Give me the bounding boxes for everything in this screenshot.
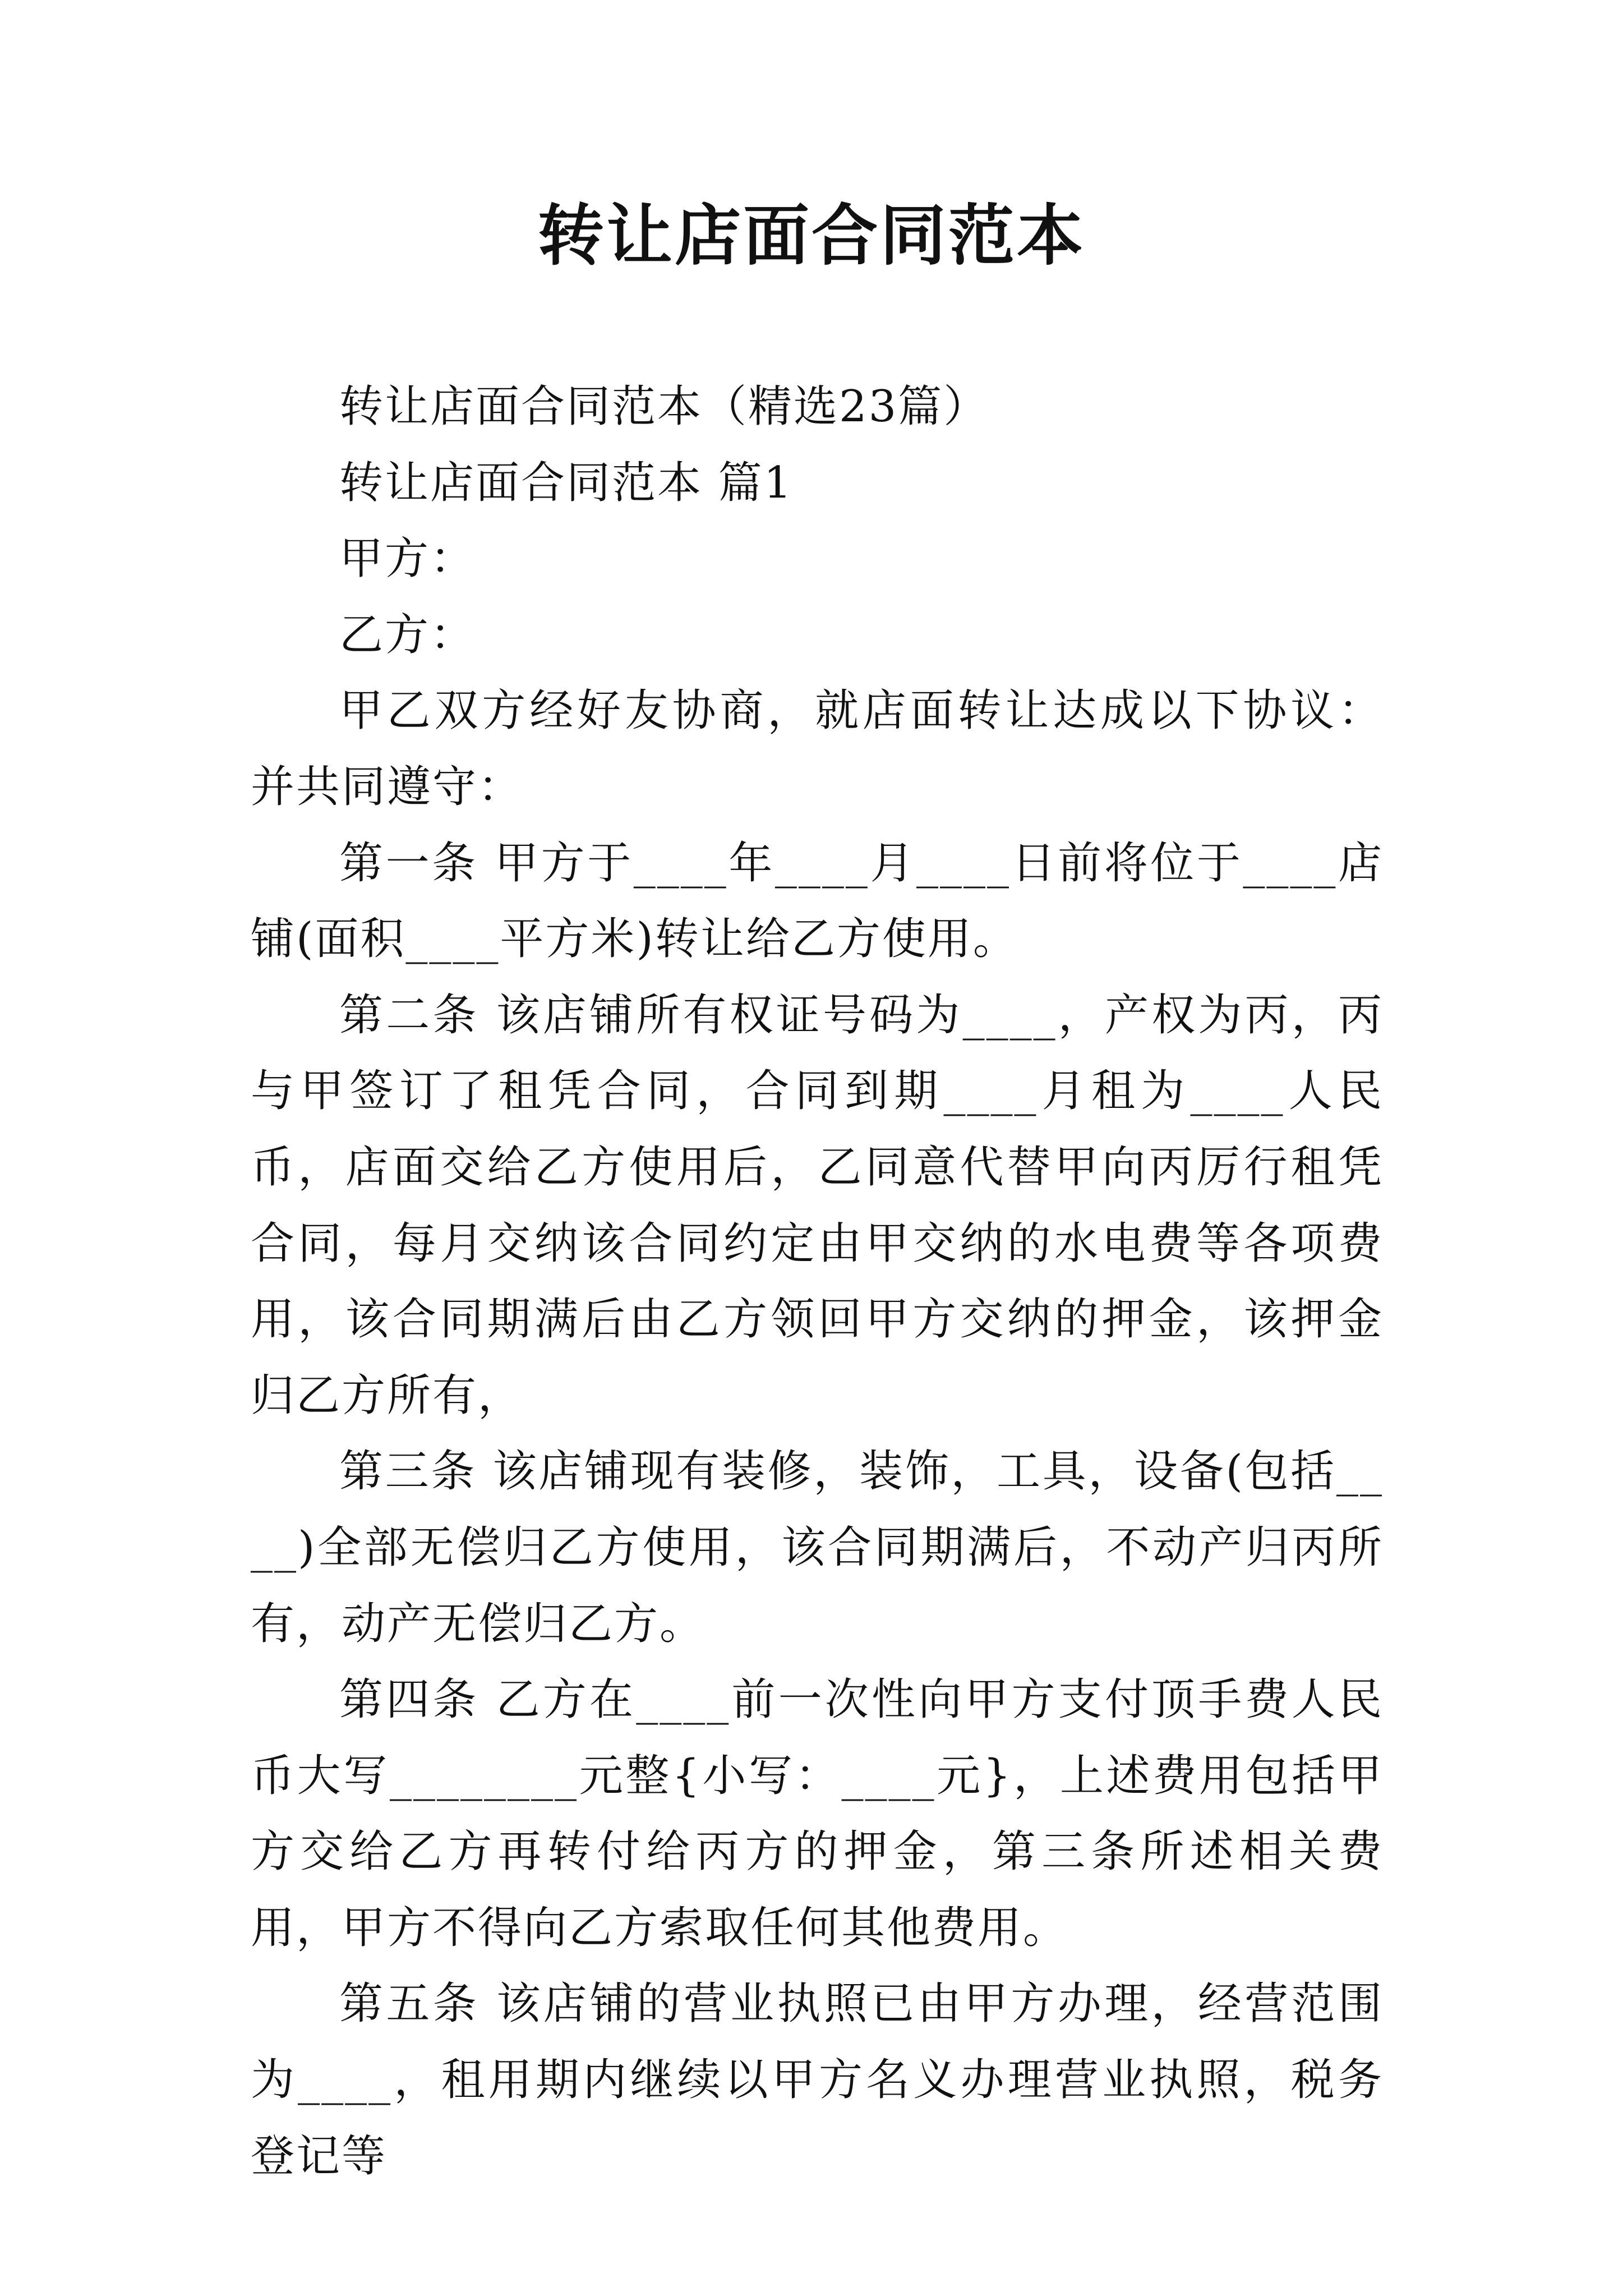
paragraph-article-1: 第一条 甲方于____年____月____日前将位于____店铺(面积____平方米)转让给乙方使用。 bbox=[251, 838, 1384, 965]
paragraph-section-heading: 转让店面合同范本 篇1 bbox=[339, 457, 794, 508]
paragraph-party-a: 甲方： bbox=[339, 533, 476, 585]
document-title: 转让店面合同范本 bbox=[537, 196, 1085, 274]
paragraph-preamble: 甲乙双方经好友协商，就店面转让达成以下协议：并共同遵守： bbox=[251, 685, 1384, 812]
paragraph-article-4: 第四条 乙方在____前一次性向甲方支付顶手费人民币大写________元整{小写：____元}，上述费用包括甲方交给乙方再转付给丙方的押金，第三条所述相关费用，甲方不得向乙方索取任何其他费用。 bbox=[251, 1674, 1384, 1953]
paragraph-subtitle: 转让店面合同范本（精选23篇） bbox=[339, 381, 989, 432]
paragraph-article-5: 第五条 该店铺的营业执照已由甲方办理，经营范围为____，租用期内继续以甲方名义办理营业执照，税务登记等 bbox=[251, 1978, 1384, 2182]
document-body bbox=[251, 369, 1384, 2194]
paragraph-article-2: 第二条 该店铺所有权证号码为____，产权为丙，丙与甲签订了租凭合同，合同到期____月租为____人民币，店面交给乙方使用后，乙同意代替甲向丙厉行租凭合同，每月交纳该合同约定由甲交纳的水电费等各项费用，该合同期满后由乙方领回甲方交纳的押金，该押金归乙方所有， bbox=[251, 990, 1384, 1421]
paragraph-article-3: 第三条 该店铺现有装修，装饰，工具，设备(包括____)全部无偿归乙方使用，该合同期满后，不动产归丙所有，动产无偿归乙方。 bbox=[251, 1446, 1384, 1649]
paragraph-party-b: 乙方： bbox=[339, 609, 476, 660]
